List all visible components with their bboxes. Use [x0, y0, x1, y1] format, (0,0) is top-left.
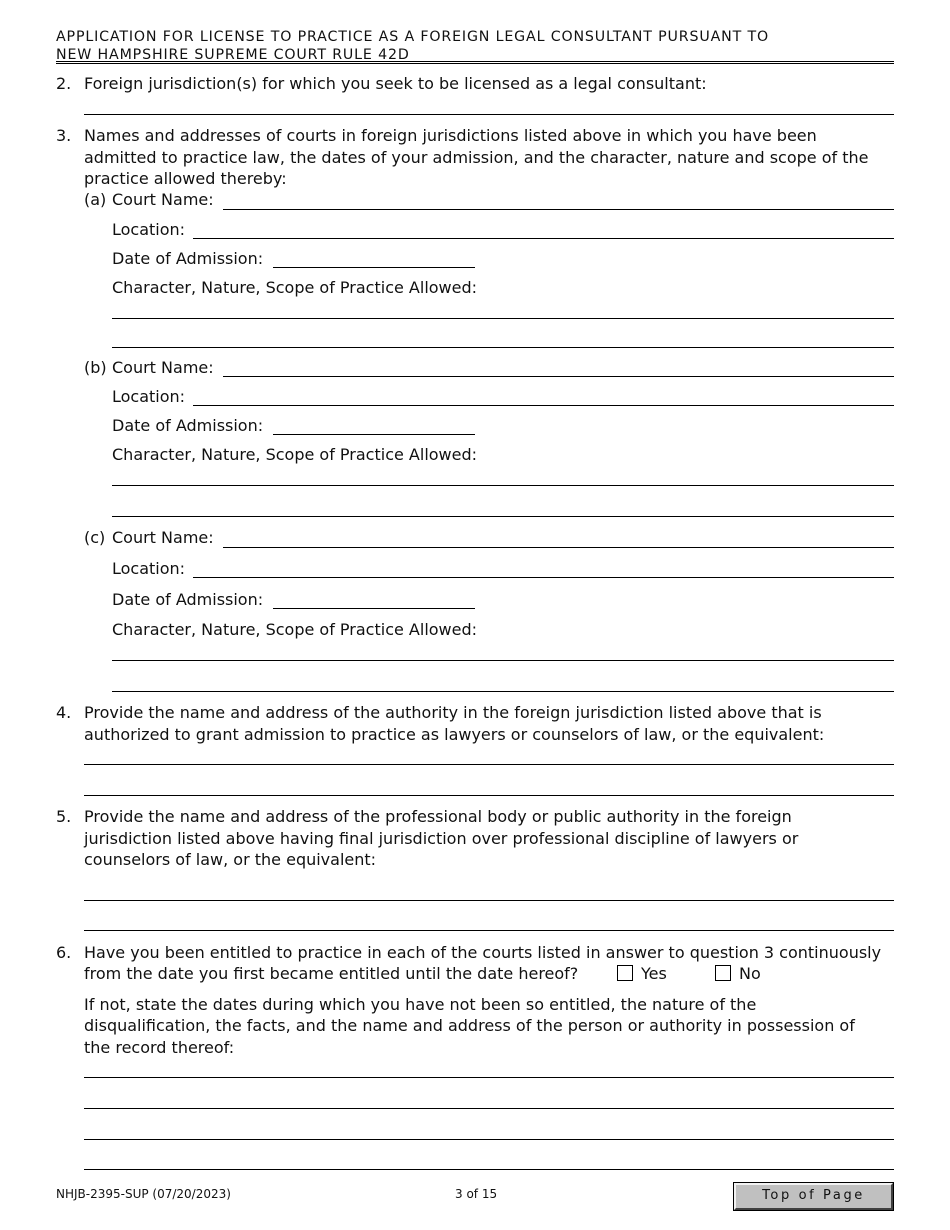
top-of-page-button[interactable]: Top of Page [734, 1183, 893, 1210]
q6-answer-line-4[interactable] [84, 1169, 894, 1170]
q6-number: 6. [56, 943, 72, 962]
q6-no-label: No [739, 964, 761, 983]
q3b-character-label: Character, Nature, Scope of Practice Allowed: [112, 445, 478, 464]
q3c-court-name-label: Court Name: [112, 528, 214, 547]
q3a-character-label: Character, Nature, Scope of Practice Allowed: [112, 278, 478, 297]
q6-followup-line-3: the record thereof: [84, 1038, 235, 1057]
q4-text-line-1: Provide the name and address of the authority in the foreign jurisdiction listed above that is [84, 703, 822, 722]
q3a-location-label: Location: [112, 220, 186, 239]
q3c-character-line-2[interactable] [112, 691, 894, 692]
q3b-date-label: Date of Admission: [112, 416, 264, 435]
form-title-line-1: APPLICATION FOR LICENSE TO PRACTICE AS A FOREIGN LEGAL CONSULTANT PURSUANT TO [56, 29, 769, 45]
q3b-court-name-label: Court Name: [112, 358, 214, 377]
q3b-letter: (b) [84, 358, 107, 377]
header-rule-double [56, 63, 894, 64]
q3a-character-line-1[interactable] [112, 318, 894, 319]
q2-answer-line[interactable] [84, 114, 894, 115]
q3a-date-field[interactable] [273, 267, 475, 268]
q3-text-line-1: Names and addresses of courts in foreign jurisdictions listed above in which you have been [84, 126, 817, 145]
q6-followup-line-2: disqualification, the facts, and the name and address of the person or authority in possession of [84, 1016, 855, 1035]
q6-text-line-1: Have you been entitled to practice in each of the courts listed in answer to question 3 continuously [84, 943, 882, 962]
q3b-location-label: Location: [112, 387, 186, 406]
form-id: NHJB-2395-SUP (07/20/2023) [56, 1187, 231, 1201]
q3-text-line-3: practice allowed thereby: [84, 169, 287, 188]
form-title-line-2: NEW HAMPSHIRE SUPREME COURT RULE 42D [56, 47, 410, 63]
q3-number: 3. [56, 126, 72, 145]
q5-answer-line-1[interactable] [84, 900, 894, 901]
q3b-character-line-2[interactable] [112, 516, 894, 517]
q3a-court-name-label: Court Name: [112, 190, 214, 209]
q6-answer-line-2[interactable] [84, 1108, 894, 1109]
q3a-location-field[interactable] [193, 238, 894, 239]
q6-text-line-2: from the date you first became entitled until the date hereof? [84, 964, 579, 983]
q3c-character-label: Character, Nature, Scope of Practice Allowed: [112, 620, 478, 639]
header-rule [56, 61, 894, 62]
q3c-location-label: Location: [112, 559, 186, 578]
q3b-location-field[interactable] [193, 405, 894, 406]
q6-answer-line-3[interactable] [84, 1139, 894, 1140]
q3a-letter: (a) [84, 190, 107, 209]
q5-text-line-1: Provide the name and address of the professional body or public authority in the foreign [84, 807, 792, 826]
q3c-date-field[interactable] [273, 608, 475, 609]
q6-yes-label: Yes [641, 964, 667, 983]
q3c-location-field[interactable] [193, 577, 894, 578]
q3c-letter: (c) [84, 528, 106, 547]
q5-text-line-3: counselors of law, or the equivalent: [84, 850, 377, 869]
q3b-court-name-field[interactable] [223, 376, 894, 377]
q2-number: 2. [56, 74, 72, 93]
q5-number: 5. [56, 807, 72, 826]
q3c-character-line-1[interactable] [112, 660, 894, 661]
q4-number: 4. [56, 703, 72, 722]
q4-answer-line-2[interactable] [84, 795, 894, 796]
q3a-date-label: Date of Admission: [112, 249, 264, 268]
q3b-date-field[interactable] [273, 434, 475, 435]
q6-followup-line-1: If not, state the dates during which you have not been so entitled, the nature of the [84, 995, 757, 1014]
q2-text: Foreign jurisdiction(s) for which you seek to be licensed as a legal consultant: [84, 74, 707, 93]
q3a-court-name-field[interactable] [223, 209, 894, 210]
q4-text-line-2: authorized to grant admission to practice as lawyers or counselors of law, or the equivalent: [84, 725, 825, 744]
q3c-court-name-field[interactable] [223, 547, 894, 548]
q4-answer-line-1[interactable] [84, 764, 894, 765]
q6-yes-checkbox[interactable] [617, 965, 633, 981]
q3c-date-label: Date of Admission: [112, 590, 264, 609]
q3b-character-line-1[interactable] [112, 485, 894, 486]
q6-answer-line-1[interactable] [84, 1077, 894, 1078]
q3a-character-line-2[interactable] [112, 347, 894, 348]
q6-no-checkbox[interactable] [715, 965, 731, 981]
q3-text-line-2: admitted to practice law, the dates of your admission, and the character, nature and scope of the [84, 148, 869, 167]
q5-text-line-2: jurisdiction listed above having final jurisdiction over professional discipline of lawyers or [84, 829, 799, 848]
q5-answer-line-2[interactable] [84, 930, 894, 931]
page-number: 3 of 15 [455, 1187, 498, 1201]
